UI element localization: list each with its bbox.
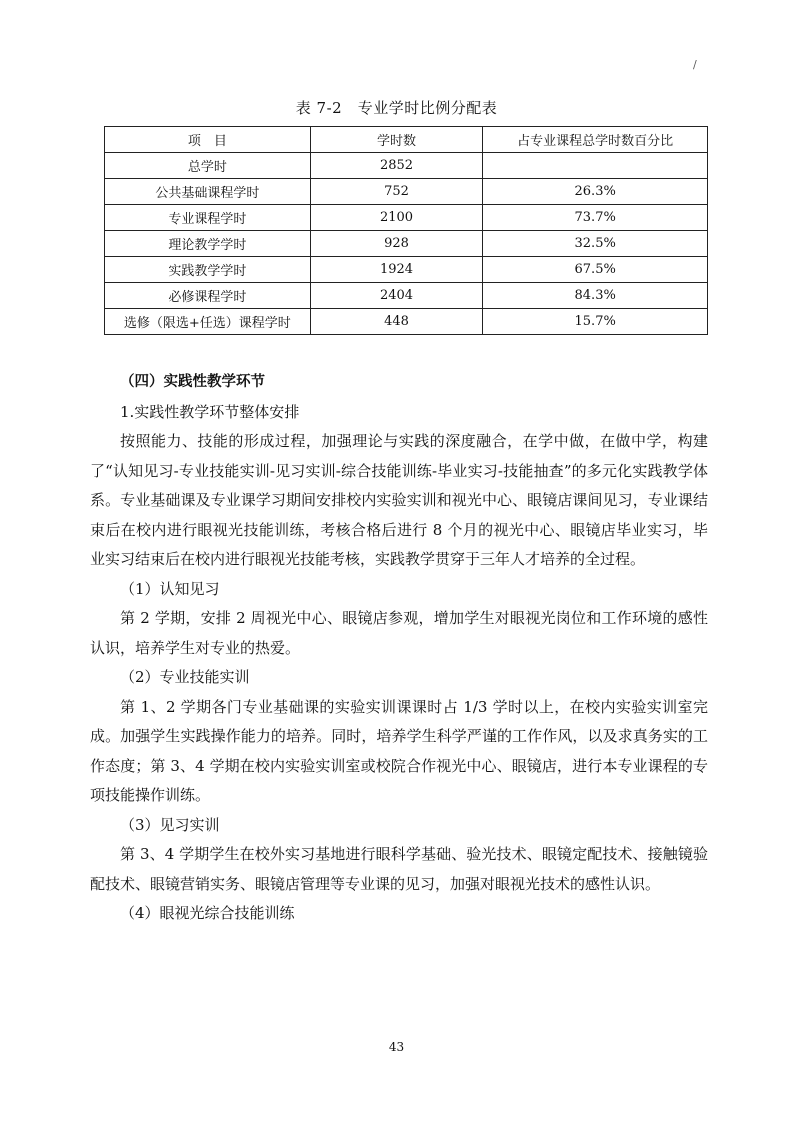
row-label: 总学时 (105, 153, 311, 179)
section-heading: （四）实践性教学环节 (120, 374, 265, 390)
item1-title: （1）认知见习 (120, 579, 220, 598)
row-percentage: 32.5% (483, 231, 708, 257)
body-content (90, 368, 708, 929)
row-hours: 1924 (310, 257, 483, 283)
header-percentage: 占专业课程总学时数百分比 (483, 127, 708, 153)
row-label: 专业课程学时 (105, 205, 311, 231)
hours-ratio-table (104, 126, 708, 335)
page-number: 43 (388, 1040, 405, 1054)
table-row (105, 257, 708, 283)
subheading: 1.实践性教学环节整体安排 (120, 402, 300, 421)
row-percentage: 67.5% (483, 257, 708, 283)
table-caption: 表 7-2 专业学时比例分配表 (295, 99, 498, 117)
item1-paragraph: 第 2 学期，安排 2 周视光中心、眼镜店参观，增加学生对眼视光岗位和工作环境的感性认识，培养学生对专业的热爱。 (90, 609, 708, 657)
item4-title: （4）眼视光综合技能训练 (120, 904, 295, 922)
row-hours: 448 (310, 309, 483, 335)
row-label: 必修课程学时 (105, 283, 311, 309)
row-percentage: 84.3% (483, 283, 708, 309)
corner-mark: / (693, 58, 697, 71)
row-hours: 2100 (310, 205, 483, 231)
row-hours: 928 (310, 231, 483, 257)
table-row (105, 231, 708, 257)
row-label: 实践教学学时 (105, 257, 311, 283)
item3-title: （3）见习实训 (120, 815, 220, 834)
table-row (105, 309, 708, 335)
header-hours: 学时数 (310, 127, 483, 153)
row-label: 选修（限选+任选）课程学时 (105, 309, 311, 335)
row-percentage: 26.3% (483, 179, 708, 205)
table-header-row (105, 127, 708, 153)
row-label: 理论教学学时 (105, 231, 311, 257)
row-hours: 2404 (310, 283, 483, 309)
table-row (105, 179, 708, 205)
header-item: 项 目 (105, 127, 311, 153)
row-hours: 2852 (310, 153, 483, 179)
table-row (105, 153, 708, 179)
row-percentage: 15.7% (483, 309, 708, 335)
item2-paragraph: 第 1、2 学期各门专业基础课的实验实训课课时占 1/3 学时以上，在校内实验实训室完成。加强学生实践操作能力的培养。同时，培养学生科学严谨的工作作风，以及求真务实的工作态度；第 3、4 学期在校内实验实训室或校院合作视光中心、眼镜店，进行本专业课程的专项技能操作训练。 (90, 697, 708, 804)
table-row (105, 283, 708, 309)
table-row (105, 205, 708, 231)
item3-paragraph: 第 3、4 学期学生在校外实习基地进行眼科学基础、验光技术、眼镜定配技术、接触镜验配技术、眼镜营销实务、眼镜店管理等专业课的见习，加强对眼视光技术的感性认识。 (90, 845, 708, 893)
intro-paragraph: 按照能力、技能的形成过程，加强理论与实践的深度融合，在学中做，在做中学，构建了“认知见习-专业技能实训-见习实训-综合技能训练-毕业实习-技能抽查”的多元化实践教学体系。专业基础课及专业课学习期间安排校内实验实训和视光中心、眼镜店课间见习，专业课结束后在校内进行眼视光技能训练，考核合格后进行 8 个月的视光中心、眼镜店毕业实习，毕业实习结束后在校内进行眼视光技能考核，实践教学贯穿于三年人才培养的全过程。 (90, 432, 708, 568)
row-hours: 752 (310, 179, 483, 205)
row-label: 公共基础课程学时 (105, 179, 311, 205)
item2-title: （2）专业技能实训 (120, 668, 250, 686)
row-percentage: 73.7% (483, 205, 708, 231)
row-percentage (483, 153, 708, 179)
